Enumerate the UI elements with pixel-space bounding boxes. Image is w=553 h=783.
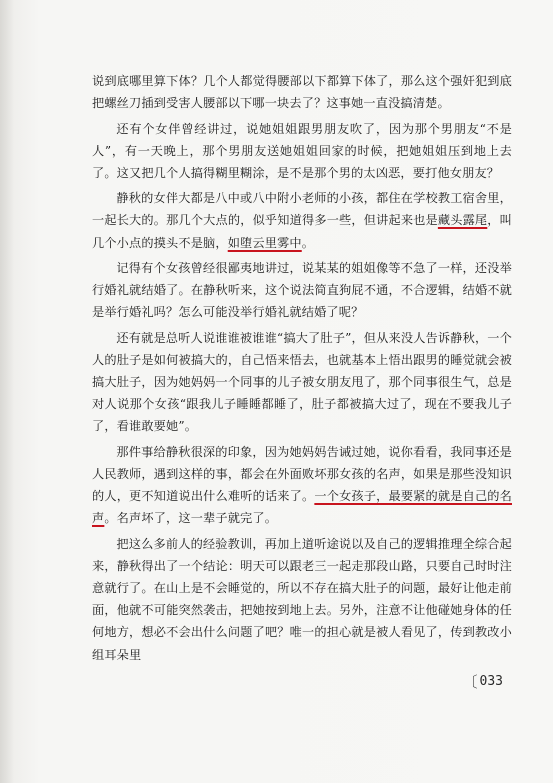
- paragraph: [92, 187, 512, 254]
- paragraph-text: 那件事给静秋很深的印象，因为她妈妈告诫过她，说你看看，我同事还是人民教师，遇到这样的事，都会在外面败坏那女孩的名声，如果是那些没知识的人，更不知道说出什么难听的话来了。: [92, 444, 512, 504]
- underlined-phrase: 如堕云里雾中: [227, 235, 302, 250]
- paragraph: 还有个女伴曾经讲过，说她姐姐跟男朋友吹了，因为那个男朋友“不是人”，有一天晚上，那个男朋友送她姐姐回家的时候，把她姐姐压到地上去了。这又把几个人搞得糊里糊涂，是不是那个男的太凶恶，要打他女朋友？: [92, 121, 512, 180]
- paragraph-text: ，叫几个小点的摸头不是脑，: [92, 213, 512, 250]
- paragraph-text: 。名声坏了，这一辈子就完了。: [104, 511, 278, 526]
- body-text: [92, 70, 512, 669]
- page-number: 033: [479, 674, 503, 689]
- paragraph-text: 静秋的女伴大都是八中或八中附小老师的小孩，都住在学校教工宿舍里，一起长大的。那几个大点的，似乎知道得多一些，但讲起来也是: [92, 191, 512, 228]
- paragraph: 把这么多前人的经验教训，再加上道听途说以及自己的逻辑推理全综合起来，静秋得出了一个结论：明天可以跟老三一起走那段山路，只要自己时时注意就行了。在山上是不会睡觉的，所以不存在搞大肚子的问题，最好让他走前面，他就不可能突然袭击，把她按到地上去。另外，注意不让他碰她身体的任何地方，想必不会出什么问题了吧？唯一的担心就是被人看见了，传到教改小组耳朵里: [92, 536, 512, 662]
- paragraph: 说到底哪里算下体？几个人都觉得腰部以下都算下体了，那么这个强奸犯到底把螺丝刀插到受害人腰部以下哪一块去了？这事她一直没搞清楚。: [92, 74, 512, 111]
- paragraph: 记得有个女孩曾经很鄙夷地讲过，说某某的姐姐像等不急了一样，还没举行婚礼就结婚了。在静秋听来，这个说法简直狗屁不通，不合逻辑，结婚不就是举行婚礼吗？怎么可能没举行婚礼就结婚了呢？: [92, 260, 512, 320]
- underlined-phrase: 藏头露尾: [437, 213, 488, 228]
- paragraph: [92, 441, 512, 530]
- page-footer: [463, 671, 504, 692]
- bracket-icon: 〔: [462, 673, 478, 691]
- underlined-phrase: 一个女孩子，最要紧的就是自己的名声: [92, 489, 512, 526]
- paragraph-text: 。: [301, 235, 315, 250]
- binding-shadow: [0, 0, 14, 783]
- paragraph: 还有就是总听人说谁谁被谁谁“搞大了肚子”，但从来没人告诉静秋，一个人的肚子是如何被搞大的，自己悟来悟去，也就基本上悟出跟男的睡觉就会被搞大肚子，因为她妈妈一个同事的儿子被女朋友甩了，那个同事很生气，总是对人说那个女孩“跟我儿子睡睡都睡了，肚子都被搞大过了，现在不要我儿子了，看谁敢要她”。: [92, 330, 512, 434]
